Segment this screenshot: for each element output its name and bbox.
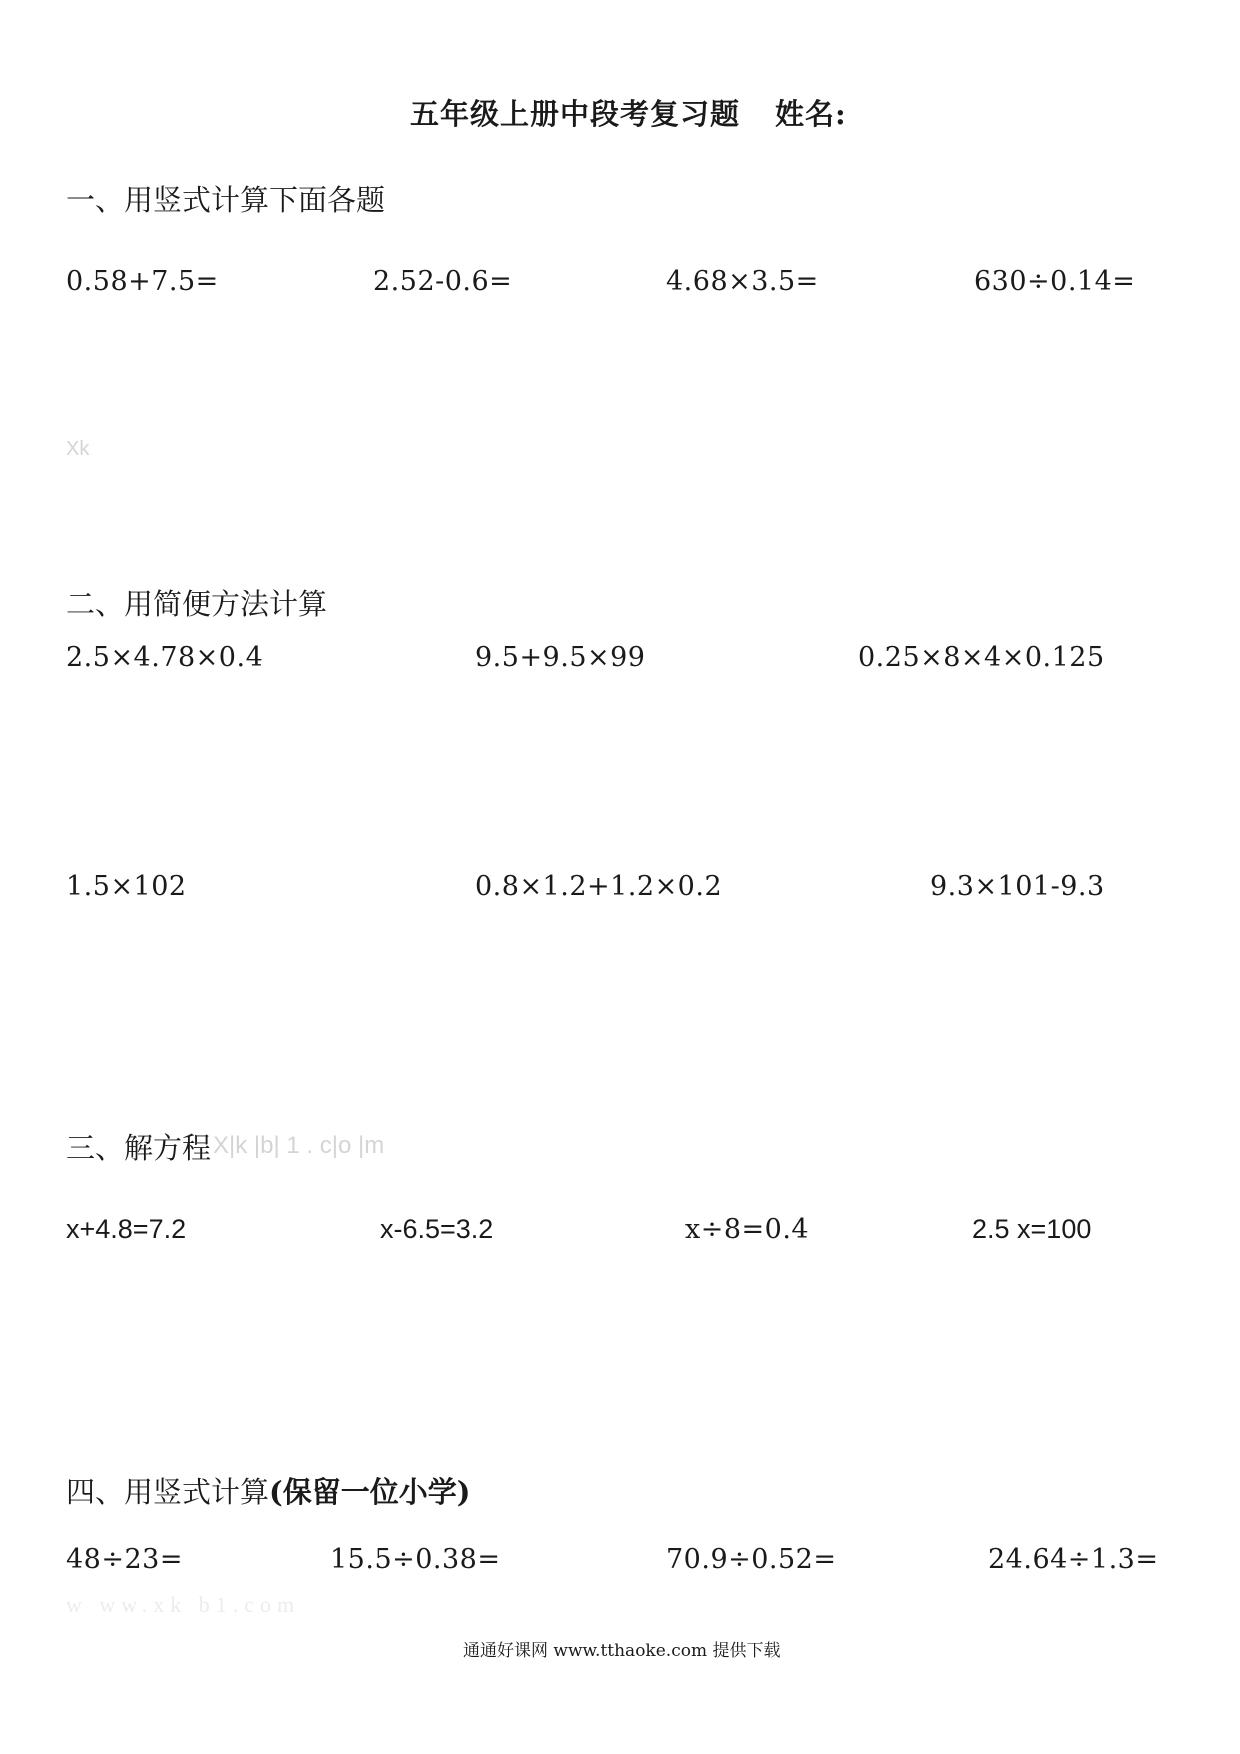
footer-text: 通通好课网 www.tthaoke.com 提供下载	[463, 1641, 781, 1661]
problem-1-2: 2.52-0.6=	[373, 266, 513, 297]
problem-1-1: 0.58+7.5=	[66, 266, 219, 297]
section-4-heading-text: 四、用竖式计算	[66, 1475, 270, 1509]
problem-2-1: 2.5×4.78×0.4	[66, 642, 264, 673]
problem-1-4: 630÷0.14=	[974, 266, 1136, 297]
problem-4-2: 15.5÷0.38=	[330, 1544, 501, 1575]
problem-3-1: x+4.8=7.2	[66, 1214, 187, 1244]
page-title: 五年级上册中段考复习题	[410, 97, 741, 131]
problem-3-3: x÷8=0.4	[685, 1214, 810, 1245]
problem-2-6: 9.3×101-9.3	[930, 871, 1105, 902]
problem-3-2: x-6.5=3.2	[380, 1214, 494, 1244]
problem-3-4: 2.5 x=100	[972, 1214, 1092, 1244]
problem-2-2: 9.5+9.5×99	[475, 642, 646, 673]
watermark: Xk	[66, 438, 90, 460]
problem-4-4: 24.64÷1.3=	[988, 1544, 1159, 1575]
problem-2-4: 1.5×102	[66, 871, 187, 902]
problem-4-1: 48÷23=	[66, 1544, 183, 1575]
problem-4-3: 70.9÷0.52=	[666, 1544, 837, 1575]
section-4-heading	[66, 1470, 470, 1511]
problem-2-5: 0.8×1.2+1.2×0.2	[475, 871, 723, 902]
watermark: X|k |b| 1 . c|o |m	[213, 1132, 385, 1159]
problem-1-3: 4.68×3.5=	[666, 266, 819, 297]
section-1-heading: 一、用竖式计算下面各题	[66, 183, 386, 217]
name-label: 姓名:	[775, 97, 847, 131]
section-4-heading-note: (保留一位小学)	[269, 1475, 471, 1509]
watermark: w ww.xk b1.com	[66, 1592, 301, 1617]
section-2-heading: 二、用简便方法计算	[66, 587, 328, 621]
section-3-heading: 三、解方程	[66, 1131, 212, 1165]
problem-2-3: 0.25×8×4×0.125	[858, 642, 1105, 673]
